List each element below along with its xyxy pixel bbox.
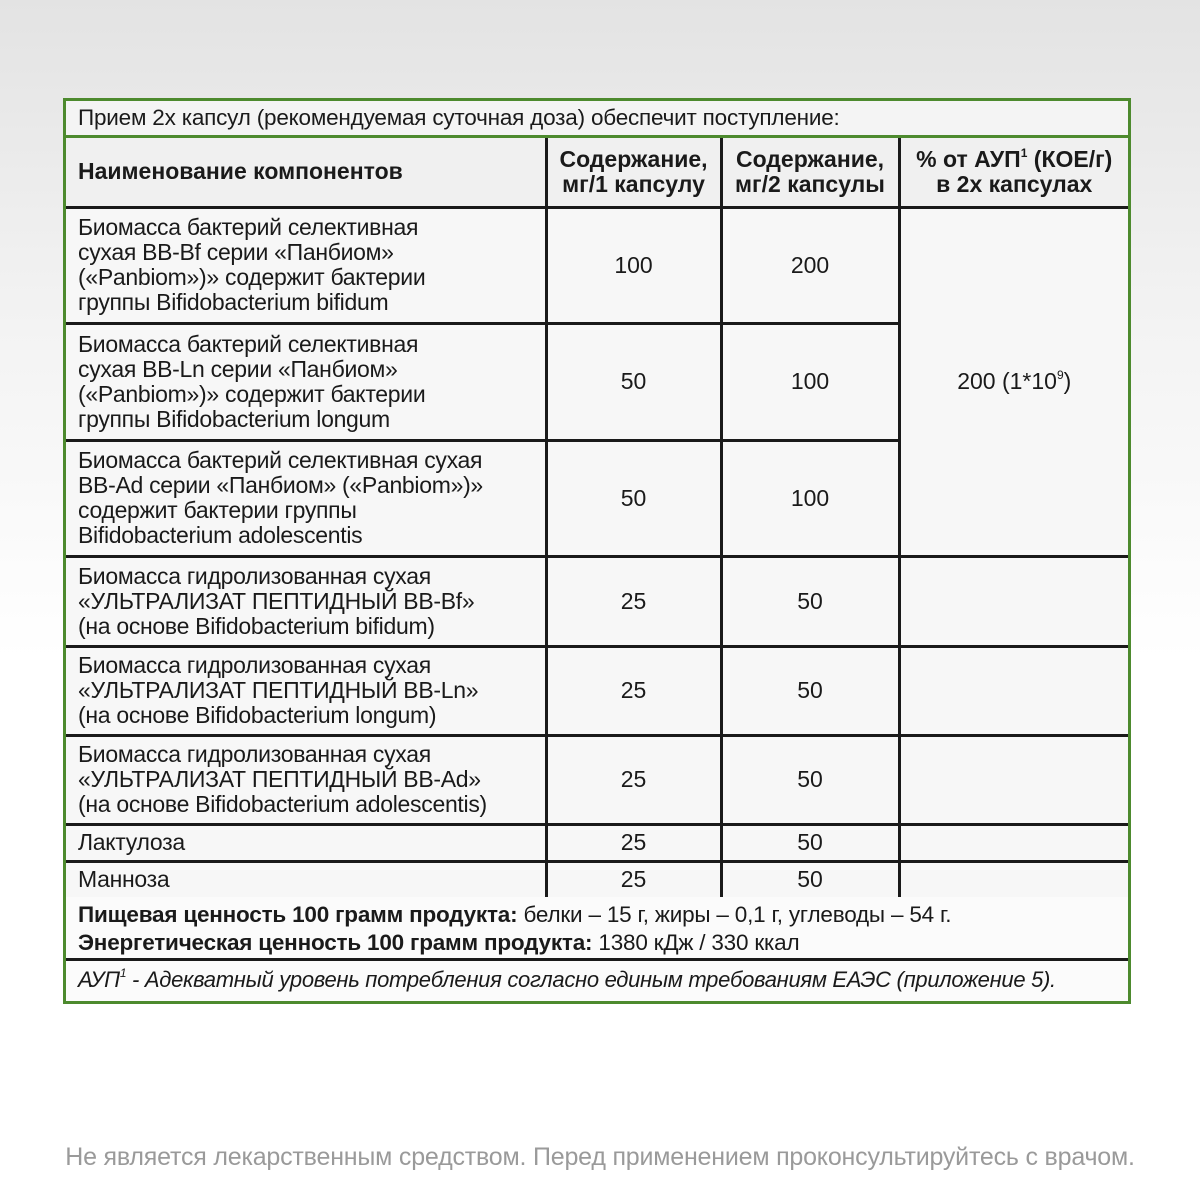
- aup-empty-cell: [899, 735, 1128, 824]
- energy-value-line: Энергетическая ценность 100 грамм продукта: 1380 кДж / 330 ккал: [78, 930, 800, 955]
- aup-empty-cell: [899, 646, 1128, 735]
- header-per-capsule: Содержание, мг/1 капсулу: [546, 138, 721, 207]
- component-name: Манноза: [66, 861, 546, 898]
- aup-footnote: АУП$^1$ - Адекватный уровень потребления согласно единым требованиям ЕАЭС (приложение 5).: [66, 961, 1128, 1001]
- table-row: [66, 735, 1128, 824]
- amount-per-capsule: 50: [546, 323, 721, 440]
- composition-table: [66, 138, 1128, 900]
- food-value-line: Пищевая ценность 100 грамм продукта: белки – 15 г, жиры – 0,1 г, углеводы – 54 г.: [78, 902, 952, 927]
- table-row: [66, 861, 1128, 898]
- component-name: Биомасса бактерий селективная сухая BB-Ad серии «Панбиом» («Panbiom»)» содержит бактерии группы Bifidobacterium adolescentis: [66, 440, 546, 556]
- amount-per-capsule: 25: [546, 556, 721, 646]
- table-header-row: [66, 138, 1128, 207]
- component-name: Биомасса гидролизованная сухая «УЛЬТРАЛИЗАТ ПЕПТИДНЫЙ BB-Bf» (на основе Bifidobacterium bifidum): [66, 556, 546, 646]
- amount-per-two-capsules: 50: [721, 861, 899, 898]
- table-row: [66, 207, 1128, 323]
- amount-per-two-capsules: 50: [721, 646, 899, 735]
- nutrition-info: [66, 897, 1128, 961]
- table-row: [66, 556, 1128, 646]
- amount-per-capsule: 25: [546, 861, 721, 898]
- component-name: Биомасса гидролизованная сухая «УЛЬТРАЛИЗАТ ПЕПТИДНЫЙ BB-Ad» (на основе Bifidobacterium adolescentis): [66, 735, 546, 824]
- amount-per-capsule: 25: [546, 735, 721, 824]
- aup-empty-cell: [899, 824, 1128, 861]
- amount-per-two-capsules: 200: [721, 207, 899, 323]
- amount-per-two-capsules: 50: [721, 735, 899, 824]
- header-per-two-capsules: Содержание, мг/2 капсулы: [721, 138, 899, 207]
- intro-text: Прием 2х капсул (рекомендуемая суточная доза) обеспечит поступление:: [66, 101, 1128, 138]
- component-name: Биомасса бактерий селективная сухая BB-Ln серии «Панбиом» («Panbiom»)» содержит бактерии группы Bifidobacterium longum: [66, 323, 546, 440]
- amount-per-capsule: 25: [546, 646, 721, 735]
- composition-panel: [63, 98, 1131, 1004]
- aup-value-cell: 200 $(1*10^9)$: [899, 207, 1128, 556]
- component-name: Биомасса бактерий селективная сухая BB-Bf серии «Панбиом» («Panbiom»)» содержит бактерии группы Bifidobacterium bifidum: [66, 207, 546, 323]
- header-aup-percent: % от АУП$^1$ (КОЕ/г) в 2х капсулах: [899, 138, 1128, 207]
- header-name: Наименование компонентов: [66, 138, 546, 207]
- amount-per-capsule: 50: [546, 440, 721, 556]
- amount-per-two-capsules: 100: [721, 440, 899, 556]
- table-row: [66, 646, 1128, 735]
- amount-per-two-capsules: 50: [721, 556, 899, 646]
- amount-per-capsule: 100: [546, 207, 721, 323]
- table-row: [66, 824, 1128, 861]
- amount-per-two-capsules: 100: [721, 323, 899, 440]
- amount-per-capsule: 25: [546, 824, 721, 861]
- component-name: Биомасса гидролизованная сухая «УЛЬТРАЛИЗАТ ПЕПТИДНЫЙ BB-Ln» (на основе Bifidobacterium longum): [66, 646, 546, 735]
- aup-empty-cell: [899, 556, 1128, 646]
- aup-empty-cell: [899, 861, 1128, 898]
- component-name: Лактулоза: [66, 824, 546, 861]
- disclaimer-text: Не является лекарственным средством. Перед применением проконсультируйтесь с врачом.: [65, 1143, 1135, 1171]
- amount-per-two-capsules: 50: [721, 824, 899, 861]
